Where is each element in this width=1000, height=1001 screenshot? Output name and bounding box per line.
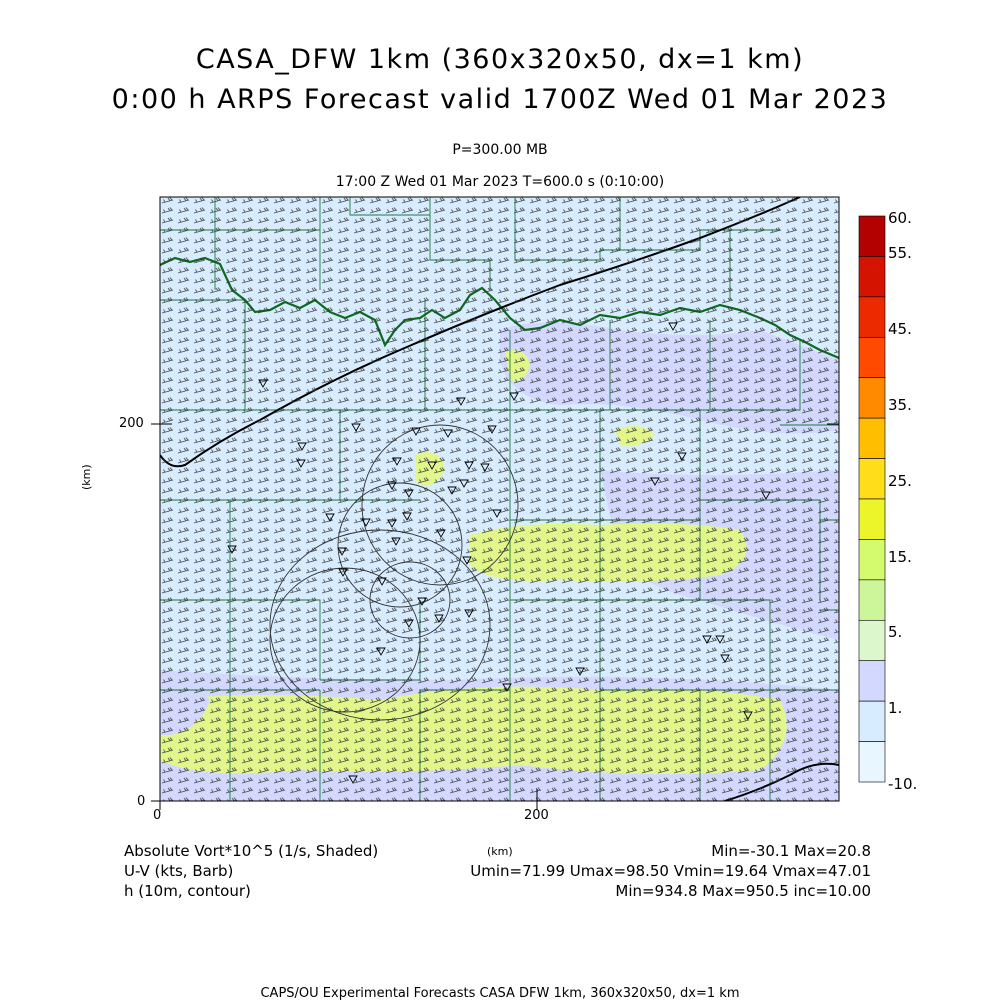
footer-credit: CAPS/OU Experimental Forecasts CASA DFW 1km, 360x320x50, dx=1 km (260, 986, 740, 1001)
y-axis-label: (km) (80, 464, 93, 490)
colorbar-label-5: 5. (888, 623, 903, 641)
colorbar-label-1: 1. (888, 699, 903, 717)
colorbar (859, 216, 885, 782)
title-line-1: CASA_DFW 1km (360x320x50, dx=1 km) (195, 44, 805, 75)
legend-stats-height: Min=934.8 Max=950.5 inc=10.00 (615, 882, 871, 900)
colorbar-segment (859, 742, 885, 782)
colorbar-segment (859, 620, 885, 660)
time-line: 17:00 Z Wed 01 Mar 2023 T=600.0 s (0:10:00) (335, 174, 665, 190)
colorbar-segment (859, 297, 885, 337)
colorbar-segment (859, 216, 885, 256)
colorbar-label-60: 60. (888, 209, 912, 227)
pressure-level: P=300.00 MB (452, 142, 548, 158)
colorbar-segment (859, 499, 885, 539)
y-tick-0: 0 (137, 794, 146, 809)
colorbar-segment (859, 459, 885, 499)
colorbar-label-minus10: -10. (888, 775, 918, 793)
legend-stats-wind: Umin=71.99 Umax=98.50 Vmin=19.64 Vmax=47.01 (470, 862, 871, 880)
x-tick-0: 0 (153, 808, 162, 823)
colorbar-segment (859, 256, 885, 296)
legend-field-wind: U-V (kts, Barb) (124, 862, 234, 880)
colorbar-label-55: 55. (888, 244, 912, 262)
colorbar-label-35: 35. (888, 396, 912, 414)
colorbar-segment (859, 539, 885, 579)
legend-field-vorticity: Absolute Vort*10^5 (1/s, Shaded) (124, 842, 379, 860)
title-line-2: 0:00 h ARPS Forecast valid 1700Z Wed 01 Mar 2023 (111, 84, 889, 115)
colorbar-label-15: 15. (888, 548, 912, 566)
wind-barbs (160, 197, 839, 801)
colorbar-segment (859, 580, 885, 620)
colorbar-segment (859, 418, 885, 458)
legend-field-height: h (10m, contour) (124, 882, 251, 900)
colorbar-segment (859, 378, 885, 418)
colorbar-label-25: 25. (888, 472, 912, 490)
colorbar-segment (859, 701, 885, 741)
colorbar-label-45: 45. (888, 320, 912, 338)
colorbar-segment (859, 337, 885, 377)
colorbar-segment (859, 661, 885, 701)
legend-stats-vorticity: Min=-30.1 Max=20.8 (711, 842, 871, 860)
y-tick-200: 200 (119, 416, 144, 431)
x-axis-label: (km) (487, 845, 513, 858)
x-tick-200: 200 (524, 808, 549, 823)
